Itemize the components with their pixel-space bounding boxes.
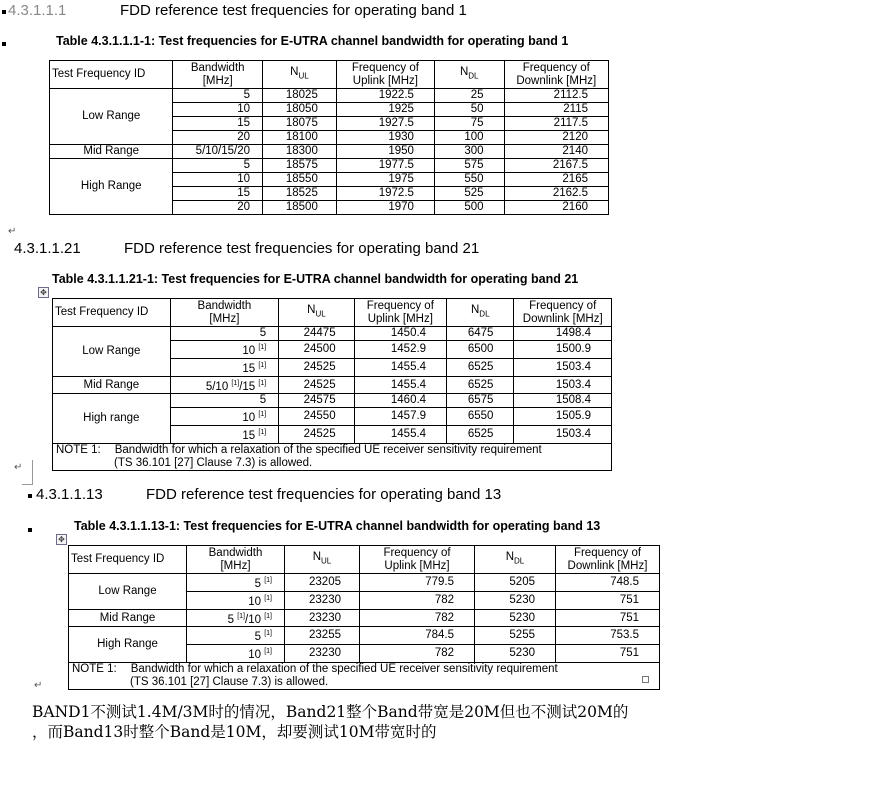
table-row [53, 394, 612, 408]
cell-freq-uplink: 1930 [336, 131, 434, 145]
cell-freq-downlink: 1503.4 [514, 358, 612, 376]
col-n-dl: $N_{DL}$ [447, 299, 514, 327]
caption-bullet [2, 42, 6, 46]
table-caption-band21: Table 4.3.1.1.21-1: Test frequencies for E-UTRA channel bandwidth for operating band 21 [52, 272, 579, 286]
cell-n-dl: 550 [434, 173, 504, 187]
cell-bandwidth: 10 [173, 103, 263, 117]
cell-n-dl: 5230 [475, 645, 556, 663]
note-line-2: (TS 36.101 [27] Clause 7.3) is allowed. [114, 457, 313, 470]
cell-freq-uplink: 1977.5 [336, 159, 434, 173]
cell-freq-downlink: 2162.5 [504, 187, 608, 201]
section-title: FDD reference test frequencies for operating band 13 [146, 486, 502, 503]
cell-n-dl: 5205 [475, 574, 556, 592]
cell-freq-downlink: 1503.4 [514, 426, 612, 444]
cell-freq-uplink: 1927.5 [336, 117, 434, 131]
cell-freq-uplink: 782 [360, 645, 475, 663]
cell-bandwidth: 5 [173, 159, 263, 173]
col-test-frequency-id: Test Frequency ID [69, 546, 187, 574]
cell-freq-downlink: 748.5 [556, 574, 660, 592]
cell-n-ul: 24525 [279, 358, 354, 376]
cell-bandwidth: 20 [173, 201, 263, 215]
cell-n-dl: 100 [434, 131, 504, 145]
col-n-ul: $N_{UL}$ [263, 61, 337, 89]
cell-n-dl: 6500 [447, 341, 514, 359]
cell-freq-downlink: 1508.4 [514, 394, 612, 408]
cell-n-ul: 24475 [279, 327, 354, 341]
table-note [53, 444, 612, 471]
cell-bandwidth: 5 [170, 394, 279, 408]
note-label: NOTE 1: [56, 444, 101, 457]
cell-freq-uplink: 1970 [336, 201, 434, 215]
table-band13 [68, 545, 660, 690]
table-row [53, 376, 612, 394]
cell-n-dl: 500 [434, 201, 504, 215]
table-row [69, 574, 660, 592]
cell-freq-uplink: 1950 [336, 145, 434, 159]
cell-n-dl: 5230 [475, 591, 556, 609]
col-test-frequency-id: Test Frequency ID [53, 299, 171, 327]
section-number: 4.3.1.1.1 [8, 2, 67, 19]
col-freq-uplink: Frequency of Uplink [MHz] [336, 61, 434, 89]
col-n-dl: $N_{DL}$ [434, 61, 504, 89]
cell-bandwidth: 10 [173, 173, 263, 187]
cell-n-dl: 75 [434, 117, 504, 131]
cell-freq-downlink: 2112.5 [504, 89, 608, 103]
cell-n-dl: 6550 [447, 408, 514, 426]
cell-freq-downlink: 2117.5 [504, 117, 608, 131]
cell-n-ul: 24550 [279, 408, 354, 426]
cell-n-ul: 23230 [285, 645, 360, 663]
table-header-row [69, 546, 660, 574]
col-bandwidth: Bandwidth [MHz] [187, 546, 285, 574]
cell-freq-uplink: 1457.9 [354, 408, 446, 426]
cell-n-ul: 18050 [263, 103, 337, 117]
col-n-dl: $N_{DL}$ [475, 546, 556, 574]
cell-freq-uplink: 782 [360, 591, 475, 609]
cell-n-dl: 5230 [475, 609, 556, 627]
table-row [50, 89, 609, 103]
section-heading-band1 [8, 2, 467, 19]
cell-freq-uplink: 779.5 [360, 574, 475, 592]
table-header-row [50, 61, 609, 89]
section-heading-band13 [36, 486, 501, 503]
section-number: 4.3.1.1.21 [14, 240, 81, 257]
test-frequency-id-cell: Mid Range [50, 145, 173, 159]
col-freq-downlink: Frequency of Downlink [MHz] [514, 299, 612, 327]
cell-freq-downlink: 2167.5 [504, 159, 608, 173]
cell-freq-downlink: 2165 [504, 173, 608, 187]
cell-freq-downlink: 2160 [504, 201, 608, 215]
col-freq-downlink: Frequency of Downlink [MHz] [504, 61, 608, 89]
cell-bandwidth: 5/10/15/20 [173, 145, 263, 159]
cell-freq-downlink: 1500.9 [514, 341, 612, 359]
test-frequency-id-cell: Mid Range [69, 609, 187, 627]
cell-freq-downlink: 1505.9 [514, 408, 612, 426]
table-move-handle-icon[interactable]: ✥ [56, 534, 67, 545]
cell-freq-uplink: 1922.5 [336, 89, 434, 103]
cell-freq-uplink: 1460.4 [354, 394, 446, 408]
paragraph-mark: ↵ [8, 226, 17, 237]
cell-n-ul: 23205 [285, 574, 360, 592]
cell-freq-downlink: 753.5 [556, 627, 660, 645]
table-caption-band1: Table 4.3.1.1.1-1: Test frequencies for E-UTRA channel bandwidth for operating band 1 [56, 34, 569, 48]
cell-bandwidth: 5 [173, 89, 263, 103]
col-freq-uplink: Frequency of Uplink [MHz] [360, 546, 475, 574]
table-band21 [52, 298, 612, 471]
comment-line-2: ，而Band13时整个Band是10M，却要测试10M带宽时的 [32, 723, 437, 741]
cell-freq-downlink: 751 [556, 591, 660, 609]
cell-n-ul: 18575 [263, 159, 337, 173]
heading-bullet [2, 10, 6, 14]
cell-n-ul: 18075 [263, 117, 337, 131]
section-number: 4.3.1.1.13 [36, 486, 103, 503]
note-line-1: Bandwidth for which a relaxation of the specified UE receiver sensitivity requirement [114, 444, 542, 457]
comment-line-1: BAND1不测试1.4M/3M时的情况，Band21整个Band带宽是20M但也不测试20M的 [32, 703, 629, 721]
cell-n-dl: 6475 [447, 327, 514, 341]
note-label: NOTE 1: [72, 663, 117, 676]
cell-freq-uplink: 1975 [336, 173, 434, 187]
cell-freq-downlink: 1503.4 [514, 376, 612, 394]
col-n-ul: $N_{UL}$ [285, 546, 360, 574]
test-frequency-id-cell: Low Range [69, 574, 187, 610]
note-line-1: Bandwidth for which a relaxation of the specified UE receiver sensitivity requirement [130, 663, 558, 676]
cell-n-dl: 300 [434, 145, 504, 159]
cell-freq-downlink: 2140 [504, 145, 608, 159]
heading-bullet [28, 494, 32, 498]
cell-n-dl: 575 [434, 159, 504, 173]
cell-bandwidth: 5/10 [1]/15 [1] [170, 376, 279, 394]
section-title: FDD reference test frequencies for operating band 1 [120, 2, 467, 19]
test-frequency-id-cell: Low Range [53, 327, 171, 377]
cell-freq-downlink: 2120 [504, 131, 608, 145]
note-line-2: (TS 36.101 [27] Clause 7.3) is allowed. [130, 676, 329, 689]
caption-bullet [28, 528, 32, 532]
cell-n-ul: 24500 [279, 341, 354, 359]
table-row [50, 145, 609, 159]
cell-n-ul: 18025 [263, 89, 337, 103]
table-row [50, 159, 609, 173]
cell-bandwidth: 20 [173, 131, 263, 145]
test-frequency-id-cell: High Range [50, 159, 173, 215]
cell-n-dl: 50 [434, 103, 504, 117]
cell-n-ul: 18100 [263, 131, 337, 145]
paragraph-mark: ↵ [14, 462, 23, 473]
col-bandwidth: Bandwidth [MHz] [170, 299, 279, 327]
test-frequency-id-cell: Mid Range [53, 376, 171, 394]
cell-freq-downlink: 751 [556, 645, 660, 663]
cell-n-ul: 23230 [285, 591, 360, 609]
cell-freq-downlink: 2115 [504, 103, 608, 117]
cell-n-ul: 18525 [263, 187, 337, 201]
cell-n-dl: 6525 [447, 426, 514, 444]
cell-n-dl: 6525 [447, 358, 514, 376]
cell-n-ul: 24525 [279, 376, 354, 394]
table-move-handle-icon[interactable]: ✥ [38, 287, 49, 298]
cell-n-dl: 6525 [447, 376, 514, 394]
cell-freq-uplink: 784.5 [360, 627, 475, 645]
col-bandwidth: Bandwidth [MHz] [173, 61, 263, 89]
cell-freq-uplink: 1452.9 [354, 341, 446, 359]
cell-freq-uplink: 1450.4 [354, 327, 446, 341]
cell-n-dl: 6575 [447, 394, 514, 408]
table-resize-handle[interactable] [642, 676, 649, 683]
col-n-ul: $N_{UL}$ [279, 299, 354, 327]
table-note [69, 663, 660, 690]
cell-n-ul: 18550 [263, 173, 337, 187]
cell-bandwidth: 15 [173, 117, 263, 131]
test-frequency-id-cell: High range [53, 394, 171, 444]
cell-bandwidth: 15 [173, 187, 263, 201]
col-freq-uplink: Frequency of Uplink [MHz] [354, 299, 446, 327]
cell-freq-downlink: 751 [556, 609, 660, 627]
col-freq-downlink: Frequency of Downlink [MHz] [556, 546, 660, 574]
table-band1 [49, 60, 609, 215]
cell-bandwidth: 5 [1] [187, 574, 285, 592]
col-test-frequency-id: Test Frequency ID [50, 61, 173, 89]
table-caption-band13: Table 4.3.1.1.13-1: Test frequencies for E-UTRA channel bandwidth for operating band 13 [74, 519, 601, 533]
cell-freq-uplink: 1455.4 [354, 376, 446, 394]
cell-bandwidth: 5 [1]/10 [1] [187, 609, 285, 627]
cell-freq-uplink: 782 [360, 609, 475, 627]
cell-bandwidth: 10 [1] [170, 341, 279, 359]
section-heading-band21 [14, 240, 479, 257]
cell-freq-uplink: 1455.4 [354, 426, 446, 444]
table-row [53, 327, 612, 341]
cell-freq-uplink: 1455.4 [354, 358, 446, 376]
cell-freq-uplink: 1972.5 [336, 187, 434, 201]
cell-n-dl: 5255 [475, 627, 556, 645]
cell-bandwidth: 15 [1] [170, 358, 279, 376]
cell-n-ul: 23230 [285, 609, 360, 627]
cell-bandwidth: 5 [170, 327, 279, 341]
cell-freq-uplink: 1925 [336, 103, 434, 117]
cell-bandwidth: 5 [1] [187, 627, 285, 645]
cell-n-ul: 23255 [285, 627, 360, 645]
section-break-line [22, 460, 33, 485]
test-frequency-id-cell: High Range [69, 627, 187, 663]
table-row [69, 627, 660, 645]
table-note-row [53, 444, 612, 471]
table-header-row [53, 299, 612, 327]
cell-n-dl: 25 [434, 89, 504, 103]
paragraph-mark: ↵ [34, 680, 43, 691]
cell-bandwidth: 10 [1] [187, 591, 285, 609]
cell-bandwidth: 15 [1] [170, 426, 279, 444]
cell-bandwidth: 10 [1] [170, 408, 279, 426]
table-row [69, 609, 660, 627]
test-frequency-id-cell: Low Range [50, 89, 173, 145]
cell-n-ul: 24525 [279, 426, 354, 444]
section-title: FDD reference test frequencies for operating band 21 [124, 240, 480, 257]
cell-n-ul: 24575 [279, 394, 354, 408]
cell-n-dl: 525 [434, 187, 504, 201]
table-note-row [69, 663, 660, 690]
cell-bandwidth: 10 [1] [187, 645, 285, 663]
cell-n-ul: 18500 [263, 201, 337, 215]
cell-freq-downlink: 1498.4 [514, 327, 612, 341]
cell-n-ul: 18300 [263, 145, 337, 159]
